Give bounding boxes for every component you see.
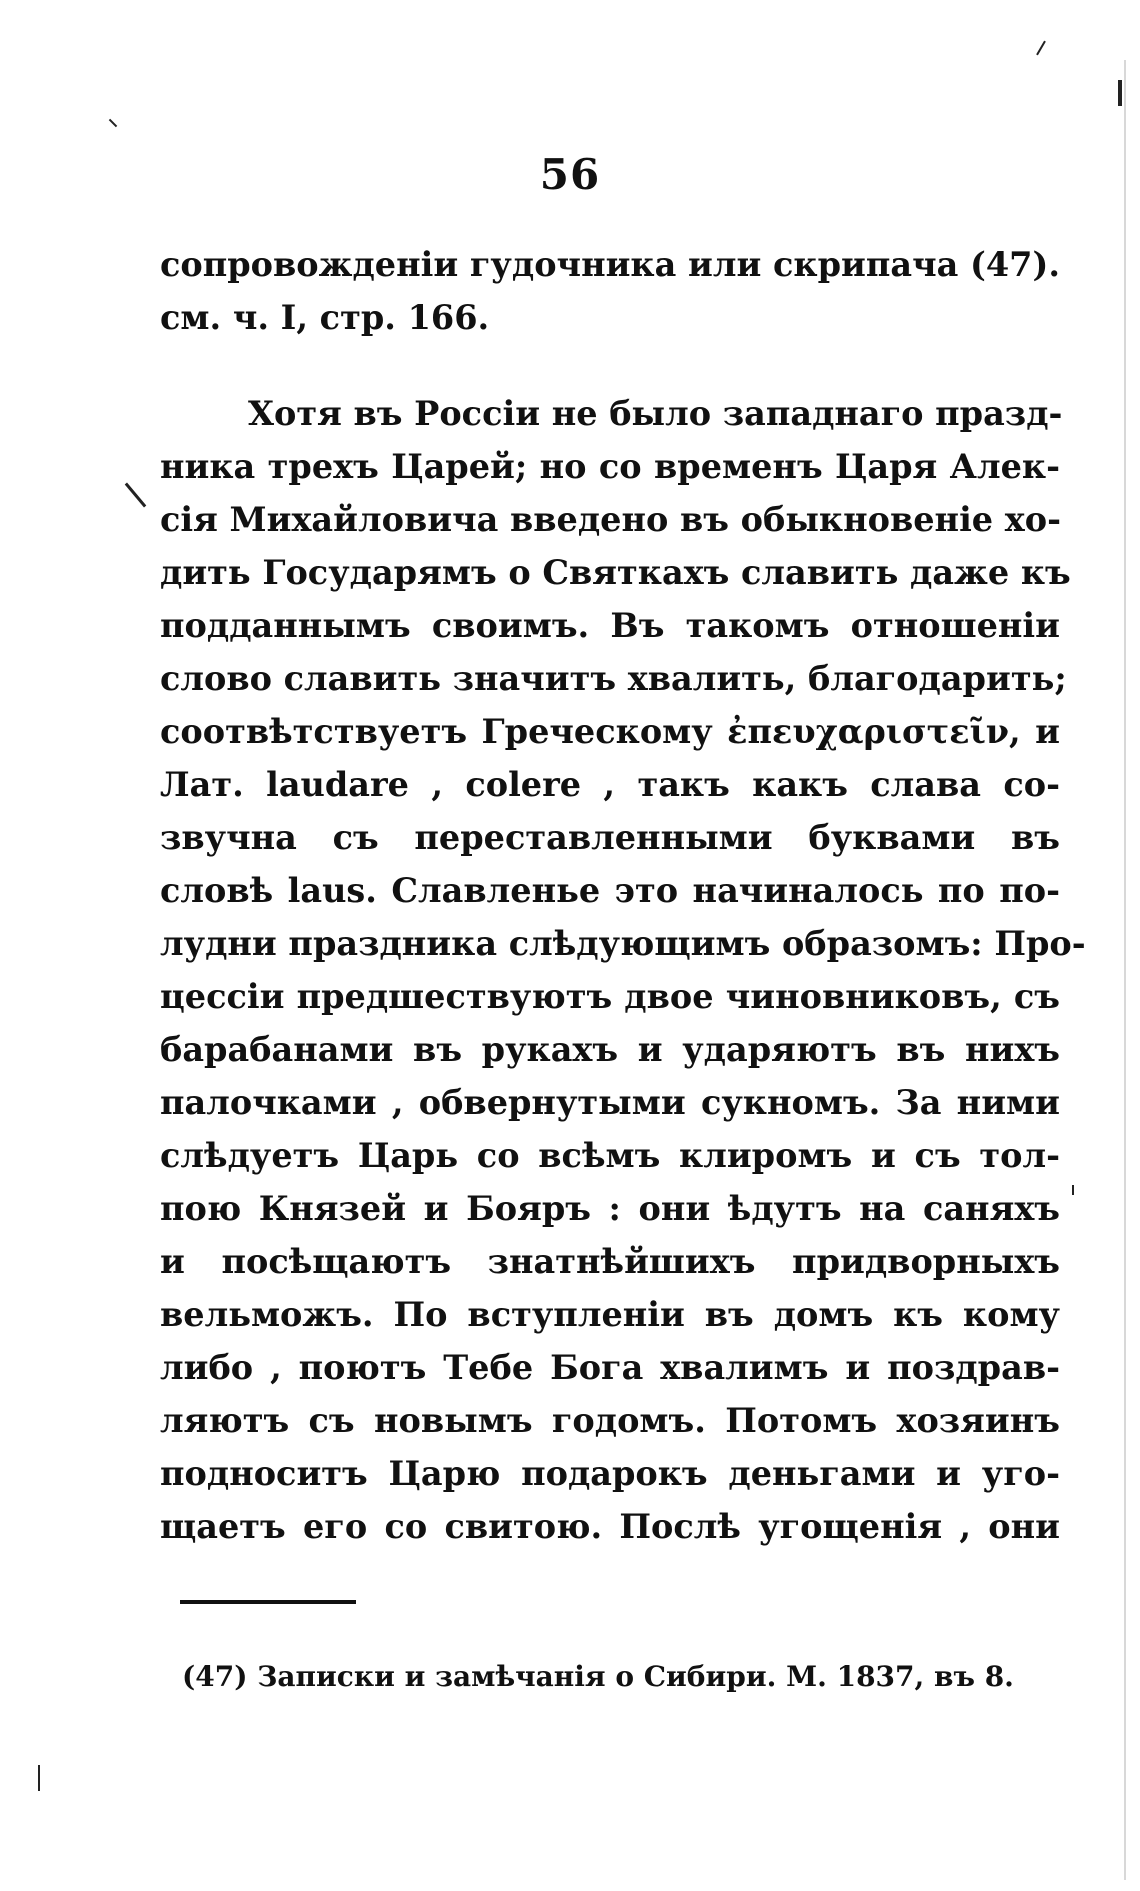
text-line: пою Князей и Бояръ : они ѣдутъ на саняхъ <box>160 1189 1060 1228</box>
text-line: барабанами въ рукахъ и ударяютъ въ нихъ <box>160 1030 1060 1069</box>
text-line: см. ч. I, стр. 166. <box>160 298 490 337</box>
text-line: либо , поютъ Тебе Бога хвалимъ и поздрав- <box>160 1348 1060 1387</box>
text-line: вельможъ. По вступленіи въ домъ къ кому <box>160 1295 1060 1334</box>
text-line: палочками , обвернутыми сукномъ. За ними <box>160 1083 1060 1122</box>
text-line: слово славить значитъ хвалить, благодарить; <box>160 659 1067 698</box>
text-line: цессіи предшествуютъ двое чиновниковъ, съ <box>160 977 1060 1016</box>
text-line: словѣ laus. Славленье это начиналось по по- <box>160 871 1060 910</box>
scan-mark <box>125 483 147 508</box>
intro-paragraph <box>160 238 1060 344</box>
text-line: сопровожденіи гудочника или скрипача (47). <box>160 245 1060 284</box>
text-line: сія Михайловича введено въ обыкновеніе хо- <box>160 500 1061 539</box>
scan-mark <box>1036 41 1046 56</box>
page-number: 56 <box>539 150 601 199</box>
text-line: подноситъ Царю подарокъ деньгами и уго- <box>160 1454 1060 1493</box>
text-line: щаетъ его со свитою. Послѣ угощенія , они <box>160 1507 1060 1546</box>
scan-mark <box>1072 1185 1074 1195</box>
footnote: (47) Записки и замѣчанія о Сибири. М. 1837, въ 8. <box>182 1660 1014 1693</box>
main-paragraph <box>160 387 1086 1553</box>
text-line: Хотя въ Россіи не было западнаго празд- <box>248 394 1063 433</box>
footnote-separator <box>180 1600 356 1604</box>
text-line: и посѣщаютъ знатнѣйшихъ придворныхъ <box>160 1242 1060 1281</box>
page-edge <box>1124 60 1126 1880</box>
text-line: ляютъ съ новымъ годомъ. Потомъ хозяинъ <box>160 1401 1060 1440</box>
text-line: соотвѣтствуетъ Греческому ἐπευχαριστεῖν, и <box>160 712 1060 751</box>
scan-mark <box>38 1765 40 1791</box>
scan-mark <box>1118 80 1122 106</box>
text-line: ника трехъ Царей; но со временъ Царя Алек- <box>160 447 1060 486</box>
text-line: слѣдуетъ Царь со всѣмъ клиромъ и съ тол- <box>160 1136 1060 1175</box>
scan-mark <box>109 119 117 127</box>
text-line: подданнымъ своимъ. Въ такомъ отношеніи <box>160 606 1060 645</box>
text-line: лудни праздника слѣдующимъ образомъ: Про- <box>160 924 1086 963</box>
text-line: звучна съ переставленными буквами въ <box>160 818 1060 857</box>
text-line: Лат. laudare , colere , такъ какъ слава со- <box>160 765 1060 804</box>
text-line: дить Государямъ о Святкахъ славить даже къ <box>160 553 1071 592</box>
